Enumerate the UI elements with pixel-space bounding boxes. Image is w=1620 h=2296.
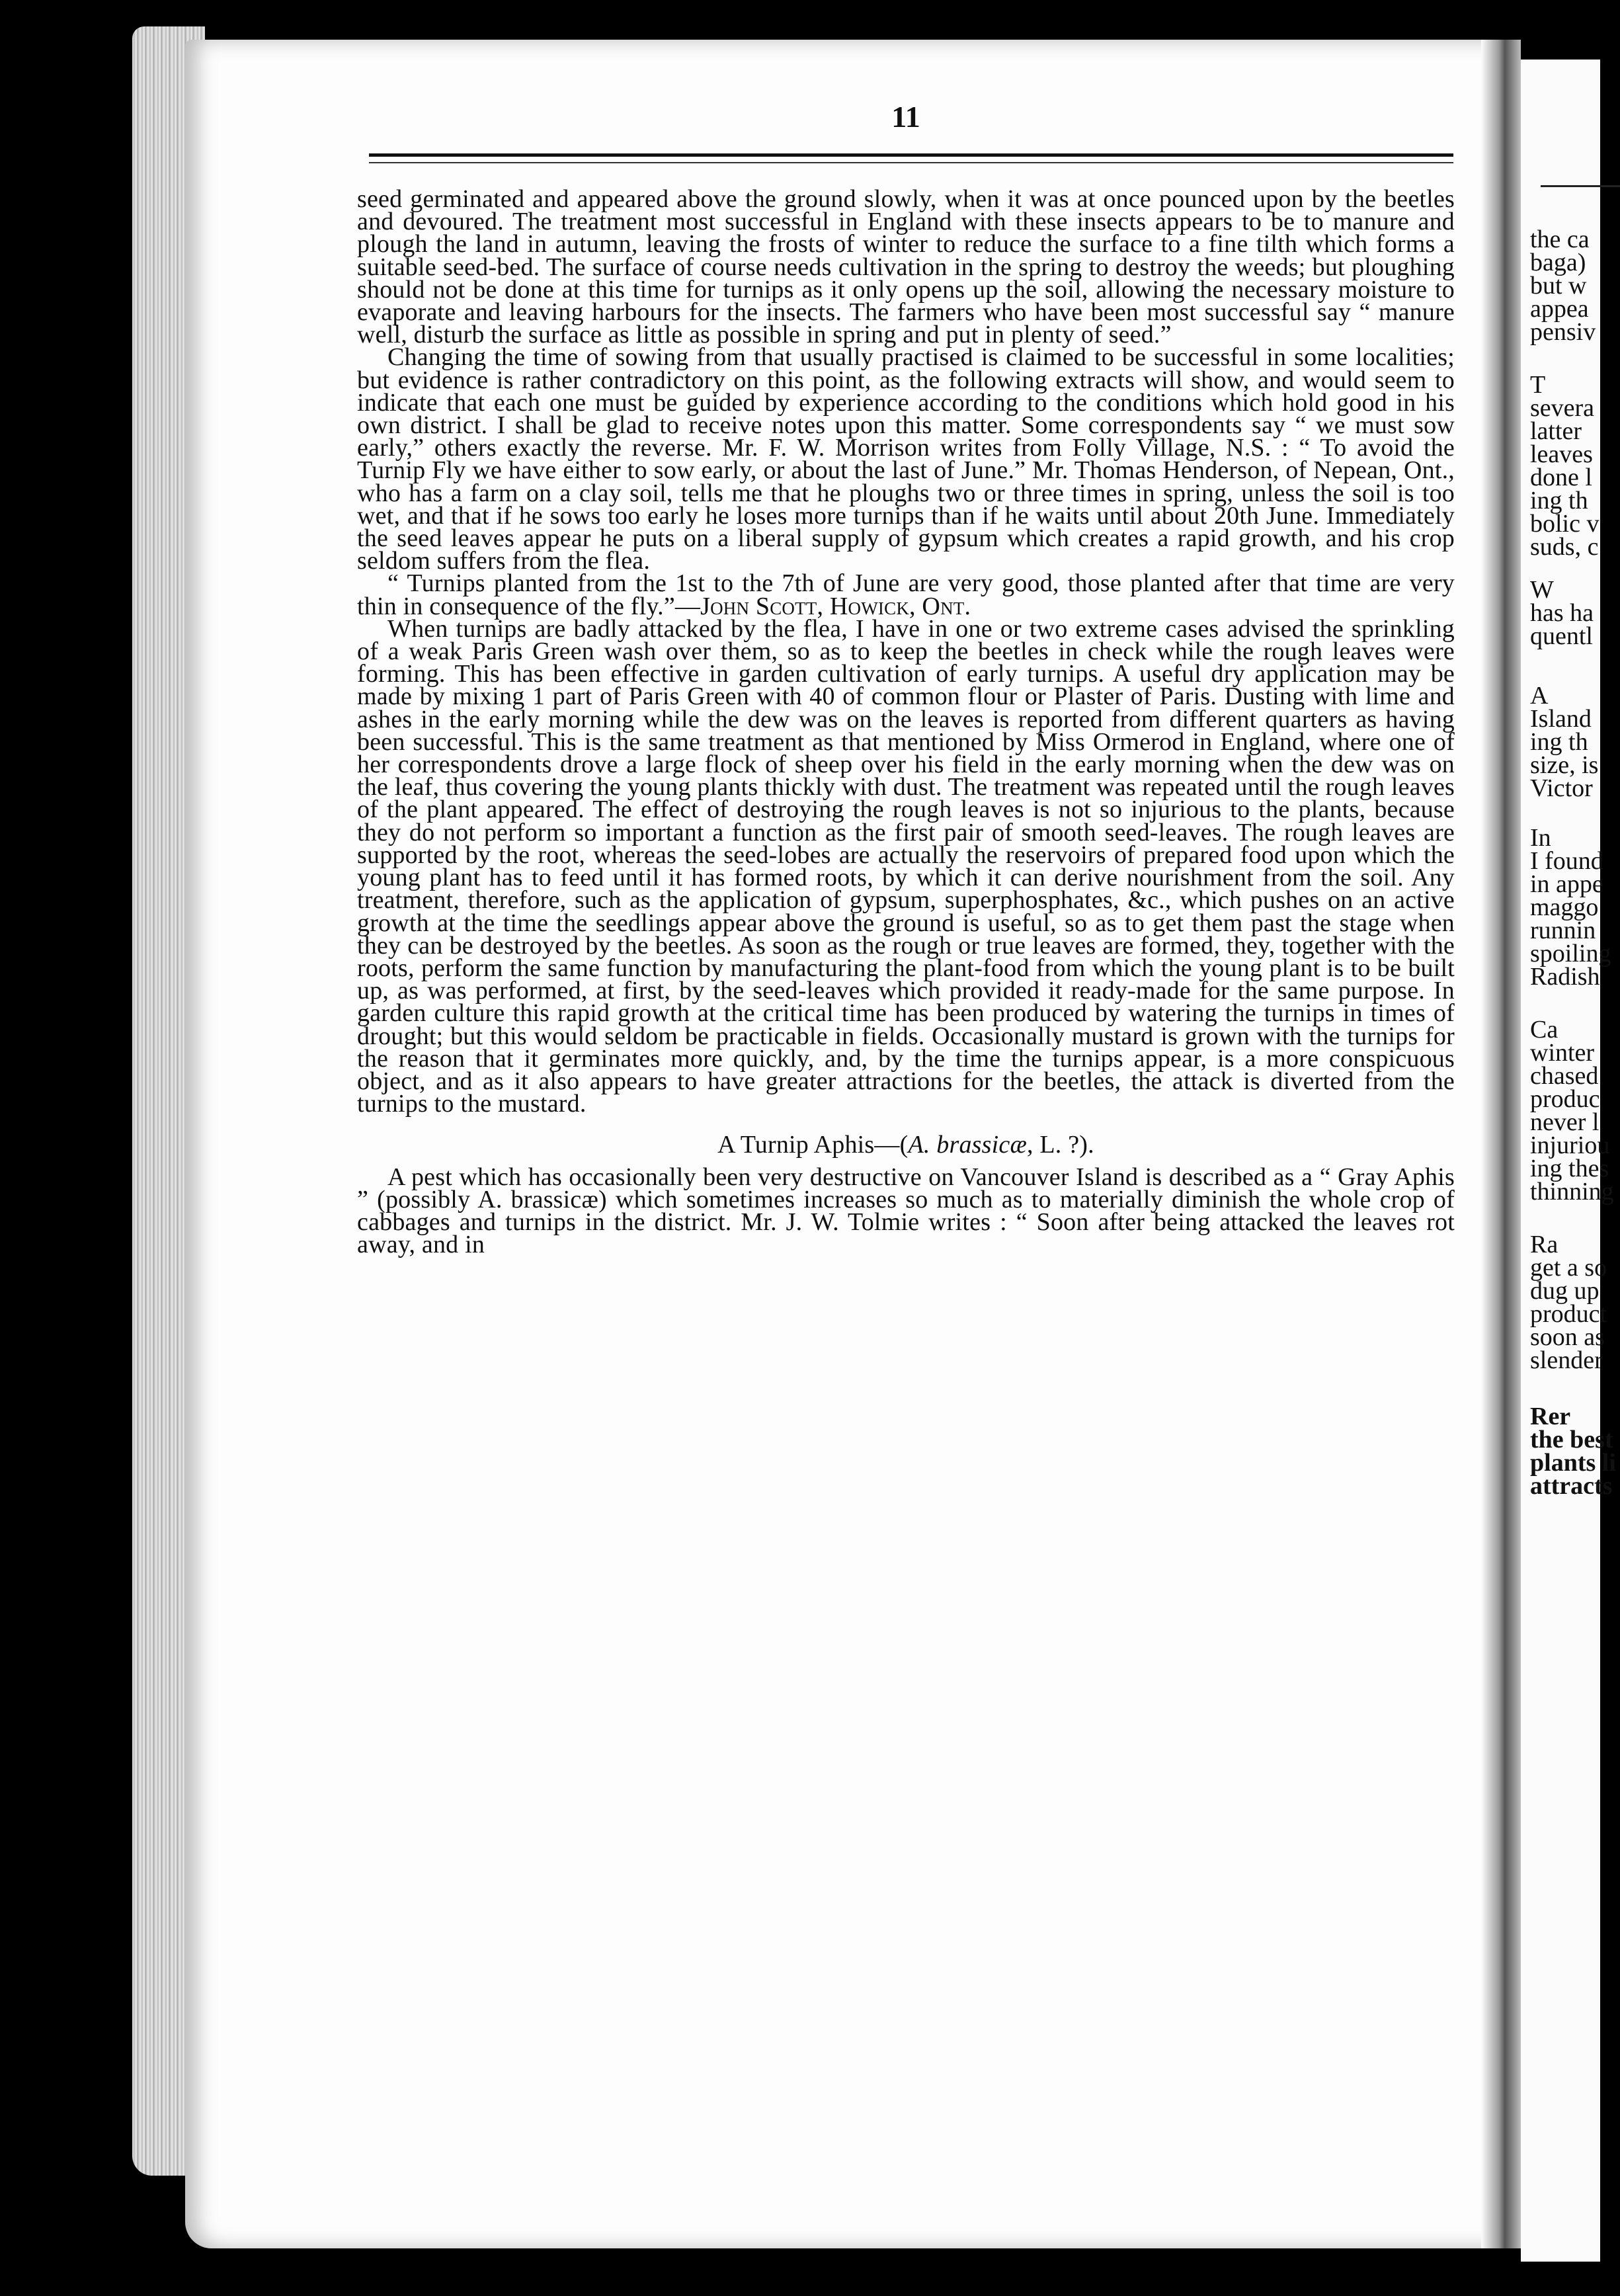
adjacent-page-line: quentl bbox=[1530, 622, 1593, 650]
adjacent-page-line: injuriou bbox=[1530, 1131, 1610, 1159]
adjacent-page-line: Island bbox=[1530, 705, 1592, 733]
section-heading-prefix: A Turnip Aphis—( bbox=[717, 1131, 909, 1159]
adjacent-page-line: plants li bbox=[1530, 1449, 1616, 1477]
adjacent-page-line: but w bbox=[1530, 272, 1587, 300]
adjacent-page-line: bolic v bbox=[1530, 510, 1600, 538]
section-heading bbox=[357, 1131, 1455, 1159]
adjacent-page-line: thinning bbox=[1530, 1178, 1614, 1206]
adjacent-page-line: In bbox=[1530, 824, 1551, 852]
adjacent-page-line: never l bbox=[1530, 1108, 1600, 1136]
page-number: 11 bbox=[891, 100, 920, 134]
adjacent-page-fragment bbox=[1521, 60, 1616, 2262]
paragraph-4: When turnips are badly attacked by the flea, I have in one or two extreme cases advised the sprinkling of a weak Paris Green wash over them, so as to keep the beetles in check while the rough leaves were forming. This has been effective in garden cultivation of early turnips. A useful dry application may be made by mixing 1 part of Paris Green with 40 of common flour or Plaster of Paris. Dusting with lime and ashes in the early morning while the dew was on the leaves is reported from different quarters as having been successful. This is the same treatment as that mentioned by Miss Ormerod in England, where one of her correspondents drove a large flock of sheep over his field in the early morning when the dew was on the leaf, thus covering the young plants thickly with dust. The treatment was repeated until the rough leaves of the plant appeared. The effect of destroying the rough leaves is not so injurious to the plants, because they do not perform so important a function as the first pair of smooth seed-leaves. The rough leaves are supported by the root, whereas the seed-lobes are actually the reservoirs of prepared food upon which the young plant has to feed until it has formed roots, by which it can derive nourishment from the soil. Any treatment, therefore, such as the application of gypsum, superphosphates, &c., which pushes on an active growth at the time the seedlings appear above the ground is useful, so as to get them past the stage when they can be destroyed by the beetles. As soon as the rough or true leaves are formed, they, together with the roots, perform the same function by manufacturing the plant-food from which the young plant is to be built up, as was performed, at first, by the seed-leaves which provided it ready-made for the same purpose. In garden culture this rapid growth at the critical time has been produced by watering the turnips in times of drought; but this would seldom be practicable in fields. Occasionally mustard is grown with the turnips for the reason that it germinates more quickly, and, by the time the turnips appear, is a more conspicuous object, and as it also appears to have greater attractions for the beetles, the attack is diverted from the turnips to the mustard. bbox=[357, 614, 1455, 1118]
paragraph-1: seed germinated and appeared above the ground slowly, when it was at once pounced upon by the beetles and devoured. The treatment most successful in England with these insects appears to be to manure and plough the land in autumn, leaving the frosts of winter to reduce the surface to a fine tilth which forms a suitable seed-bed. The surface of course needs cultivation in the spring to destroy the weeds; but ploughing should not be done at this time for turnips as it only opens up the soil, allowing the necessary moisture to evaporate and leaving harbours for the insects. The farmers who have been most successful say “ manure well, disturb the surface as little as possible in spring and put in plenty of seed.” bbox=[357, 185, 1455, 349]
quote-attribution: John Scott, Howick, Ont. bbox=[700, 592, 971, 620]
adjacent-page-line: Rer bbox=[1530, 1403, 1571, 1430]
adjacent-page-line: I found bbox=[1530, 847, 1603, 875]
adjacent-page-line: get a so bbox=[1530, 1254, 1607, 1282]
adjacent-page-line: size, is bbox=[1530, 751, 1599, 779]
adjacent-page-line: soon as bbox=[1530, 1323, 1605, 1351]
adjacent-page-line: ing thes bbox=[1530, 1155, 1609, 1182]
adjacent-page-line: runnin bbox=[1530, 917, 1596, 944]
adjacent-page-line: spoiling bbox=[1530, 940, 1611, 967]
adjacent-page-line: severa bbox=[1530, 394, 1595, 422]
paragraph-5: A pest which has occasionally been very destructive on Vancouver Island is described as a “ Gray Aphis ” (possibly A. brassicæ) which sometimes increases so much as to materially diminish the whole crop of cabbages and turnips in the district. Mr. J. W. Tolmie writes : “ Soon after being attacked the leaves rot away, and in bbox=[357, 1163, 1455, 1259]
header-rule-thin bbox=[369, 162, 1453, 163]
adjacent-page-line: Ra bbox=[1530, 1231, 1559, 1258]
adjacent-page-line: the best bbox=[1530, 1426, 1613, 1454]
adjacent-page-line: dug up bbox=[1530, 1277, 1600, 1305]
adjacent-page-line: winter bbox=[1530, 1039, 1595, 1067]
adjacent-page-line: Ca bbox=[1530, 1016, 1559, 1044]
quote-text: “ Turnips planted from the 1st to the 7th of June are very good, those planted after that time are very thin in consequence of the fly.”— bbox=[357, 569, 1455, 620]
adjacent-page-line: has ha bbox=[1530, 599, 1594, 627]
adjacent-page-line: latter bbox=[1530, 417, 1582, 445]
paragraph-3 bbox=[357, 569, 1455, 620]
section-heading-species: A. brassicæ bbox=[908, 1131, 1027, 1159]
adjacent-page-line: A bbox=[1530, 682, 1549, 710]
section-heading-suffix: , L. ?). bbox=[1027, 1131, 1094, 1159]
adjacent-page-line: maggo bbox=[1530, 893, 1599, 921]
adjacent-page-line: done l bbox=[1530, 464, 1592, 491]
header-rule-thick bbox=[369, 153, 1453, 157]
adjacent-page-line: chased bbox=[1530, 1062, 1599, 1090]
adjacent-page-line: W bbox=[1530, 576, 1554, 604]
adjacent-page-line: attracts bbox=[1530, 1472, 1613, 1500]
adjacent-page-line: appea bbox=[1530, 295, 1589, 323]
adjacent-page-line: in appe bbox=[1530, 870, 1603, 898]
adjacent-page-line: produc bbox=[1530, 1085, 1600, 1113]
adjacent-page-line: slender bbox=[1530, 1346, 1603, 1374]
adjacent-page-line: baga) bbox=[1530, 249, 1586, 276]
adjacent-page-line: T bbox=[1530, 371, 1546, 399]
adjacent-page-line: pensiv bbox=[1530, 318, 1596, 346]
adjacent-page-line: ing th bbox=[1530, 487, 1588, 514]
adjacent-page-line: Radish bbox=[1530, 963, 1600, 991]
adjacent-page-line: product bbox=[1530, 1300, 1607, 1328]
adjacent-page-line: suds, c bbox=[1530, 533, 1599, 561]
adjacent-page-line: ing th bbox=[1530, 728, 1588, 756]
book-gutter bbox=[1481, 40, 1521, 2248]
adjacent-page-line: leaves bbox=[1530, 440, 1593, 468]
main-text-column bbox=[357, 185, 1455, 1259]
paragraph-2: Changing the time of sowing from that usually practised is claimed to be successful in some localities; but evidence is rather contradictory on this point, as the following extracts will show, and would seem to indicate that each one must be guided by experience according to the conditions which hold good in his own district. I shall be glad to receive notes upon this matter. Some correspondents say “ we must sow early,” others exactly the reverse. Mr. F. W. Morrison writes from Folly Village, N.S. : “ To avoid the Turnip Fly we have either to sow early, or about the last of June.” Mr. Thomas Henderson, of Nepean, Ont., who has a farm on a clay soil, tells me that he ploughs two or three times in spring, unless the soil is too wet, and that if he sows too early he loses more turnips than if he waits until about 20th June. Immediately the seed leaves appear he puts on a liberal supply of gypsum which creates a rapid growth, and his crop seldom suffers from the flea. bbox=[357, 343, 1455, 575]
adjacent-page-rule bbox=[1541, 185, 1620, 187]
adjacent-page-line: Victor bbox=[1530, 774, 1593, 802]
adjacent-page-line: the ca bbox=[1530, 226, 1590, 253]
